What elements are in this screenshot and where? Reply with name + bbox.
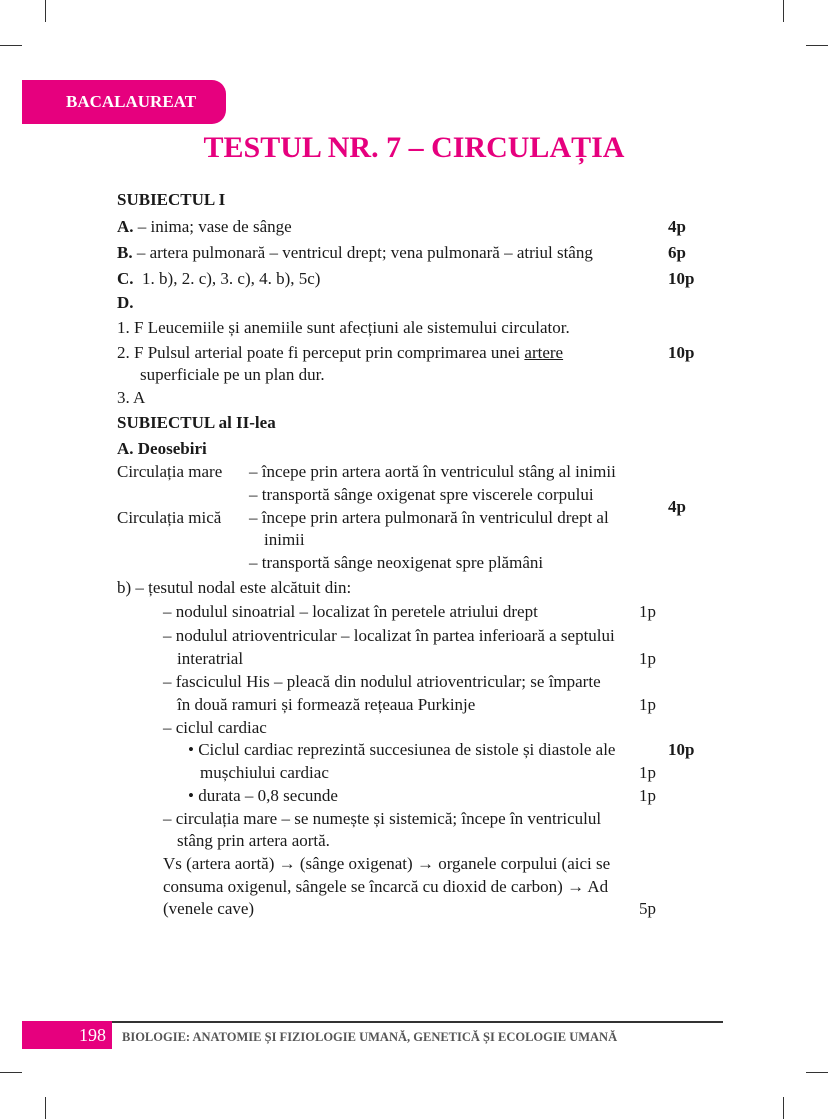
answer-a — [117, 216, 292, 238]
text: mușchiului cardiac — [200, 763, 329, 782]
text: – nodulul sinoatrial – localizat în peretele atriului drept — [163, 602, 538, 621]
text: – inima; vase de sânge — [133, 217, 292, 236]
crop-mark — [45, 0, 46, 22]
answer-c — [117, 268, 320, 290]
crop-mark — [806, 1072, 828, 1073]
text: consuma oxigenul, sângele se încarcă cu dioxid de carbon) → Ad — [163, 877, 609, 896]
points: 10p — [668, 740, 695, 759]
crop-mark — [783, 0, 784, 22]
text: 1. b), 2. c), 3. c), 4. b), 5c) — [133, 269, 321, 288]
label: Circulația mare — [117, 462, 223, 481]
answer-d2-cont: superficiale pe un plan dur. — [140, 365, 325, 384]
points: 10p — [668, 269, 695, 288]
text: Vs (artera aortă) → (sânge oxigenat) → organele corpului (aici se — [163, 854, 611, 873]
text: – transportă sânge oxigenat spre viscerele corpului — [249, 485, 594, 504]
text: – transportă sânge neoxigenat spre plămâni — [249, 553, 544, 572]
answer-d2 — [117, 342, 563, 364]
text: (venele cave) — [163, 899, 255, 918]
crop-mark — [783, 1097, 784, 1119]
text: în două ramuri și formează rețeaua Purkinje — [177, 695, 476, 714]
section-heading: SUBIECTUL I — [117, 190, 226, 209]
underlined-word: artere — [524, 343, 564, 362]
answer-d1: 1. F Leucemiile și anemiile sunt afecțiuni ale sistemului circulator. — [117, 318, 570, 337]
points: 1p — [639, 602, 656, 621]
points: 4p — [668, 217, 686, 236]
answer-b — [117, 242, 593, 264]
points: 4p — [668, 497, 686, 516]
subheading: A. Deosebiri — [117, 439, 207, 458]
label: C. — [117, 269, 134, 288]
page-number: 198 — [22, 1021, 112, 1049]
text: b) – țesutul nodal este alcătuit din: — [117, 578, 352, 597]
text: 2. F Pulsul arterial poate fi perceput prin comprimarea unei — [117, 343, 525, 362]
points: 1p — [639, 649, 656, 668]
points: 1p — [639, 786, 656, 805]
page-title-text: TESTUL NR. 7 – CIRCULAȚIA — [203, 131, 625, 164]
section-heading: SUBIECTUL al II-lea — [117, 413, 276, 432]
crop-mark — [806, 45, 828, 46]
text: • durata – 0,8 secunde — [188, 786, 338, 805]
label: Circulația mică — [117, 508, 222, 527]
points: 5p — [639, 899, 656, 918]
text: • Ciclul cardiac reprezintă succesiunea de sistole și diastole ale — [188, 740, 616, 759]
answer-d3: 3. A — [117, 388, 146, 407]
text: – nodulul atrioventricular – localizat în partea inferioară a septului — [163, 626, 615, 645]
answer-d-label: D. — [117, 293, 134, 312]
text: – începe prin artera aortă în ventriculul stâng al inimii — [249, 462, 616, 481]
text: inimii — [264, 530, 305, 549]
points: 6p — [668, 243, 686, 262]
text: – artera pulmonară – ventricul drept; vena pulmonară – atriul stâng — [132, 243, 593, 262]
section-tag: BACALAUREAT — [22, 80, 226, 124]
text: – fasciculul His – pleacă din nodulul atrioventricular; se împarte — [163, 672, 601, 691]
crop-mark — [45, 1097, 46, 1119]
points: 1p — [639, 763, 656, 782]
page-title — [0, 130, 828, 166]
text: – ciclul cardiac — [163, 718, 267, 737]
text: stâng prin artera aortă. — [177, 831, 330, 850]
crop-mark — [0, 45, 22, 46]
text: – circulația mare – se numește și sistemică; începe în ventriculul — [163, 809, 602, 828]
footer-rule — [112, 1021, 723, 1023]
label: A. — [117, 217, 134, 236]
label: B. — [117, 243, 133, 262]
crop-mark — [0, 1072, 22, 1073]
text: – începe prin artera pulmonară în ventriculul drept al — [249, 508, 609, 527]
points: 10p — [668, 343, 695, 362]
points: 1p — [639, 695, 656, 714]
text: interatrial — [177, 649, 244, 668]
footer-title: BIOLOGIE: ANATOMIE ȘI FIZIOLOGIE UMANĂ, GENETICĂ ȘI ECOLOGIE UMANĂ — [122, 1030, 618, 1044]
